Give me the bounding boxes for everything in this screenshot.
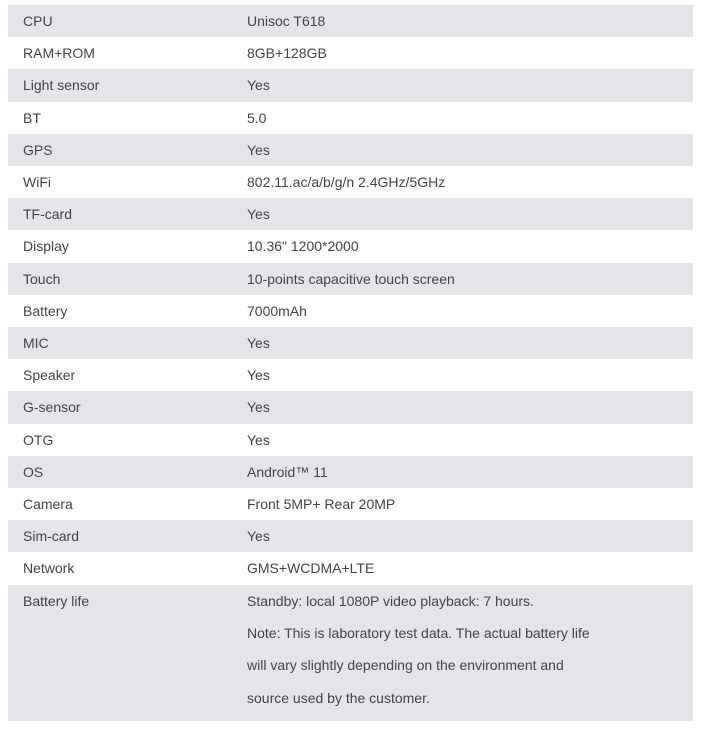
spec-row-tf-card	[8, 198, 693, 230]
spec-value: Yes	[247, 431, 270, 448]
spec-row-bt	[8, 102, 693, 134]
spec-row-display	[8, 230, 693, 262]
spec-value: Yes	[247, 141, 270, 158]
spec-row-ram-rom	[8, 37, 693, 69]
battery-life-line-1: Standby: local 1080P video playback: 7 hours.	[247, 592, 534, 609]
spec-row-battery	[8, 295, 693, 327]
spec-label: Sim-card	[23, 528, 80, 545]
spec-label: Battery	[23, 302, 68, 319]
spec-value: 8GB+128GB	[247, 45, 327, 62]
battery-life-label: Battery life	[23, 592, 90, 609]
spec-value-multiline	[247, 585, 693, 721]
spec-label: OS	[23, 463, 44, 480]
spec-value: 10-points capacitive touch screen	[247, 270, 455, 287]
spec-row-os	[8, 456, 693, 488]
spec-label: Display	[23, 238, 69, 255]
spec-value: Android™ 11	[247, 463, 328, 480]
spec-label: TF-card	[23, 206, 72, 223]
spec-label: OTG	[23, 431, 54, 448]
spec-value: Yes	[247, 206, 270, 223]
spec-row-wifi	[8, 166, 693, 198]
spec-label: RAM+ROM	[23, 45, 95, 62]
spec-value: Front 5MP+ Rear 20MP	[247, 496, 396, 513]
spec-table	[8, 5, 693, 721]
spec-label: Light sensor	[23, 77, 100, 94]
spec-value: 7000mAh	[247, 302, 307, 319]
spec-row-speaker	[8, 359, 693, 391]
spec-value: 10.36" 1200*2000	[247, 238, 359, 255]
battery-life-line-4: source used by the customer.	[247, 689, 430, 706]
spec-row-touch	[8, 263, 693, 295]
spec-row-camera	[8, 488, 693, 520]
spec-value: GMS+WCDMA+LTE	[247, 560, 375, 577]
spec-value: Yes	[247, 528, 270, 545]
spec-label: BT	[23, 109, 41, 126]
spec-value: 802.11.ac/a/b/g/n 2.4GHz/5GHz	[247, 174, 446, 191]
spec-label: CPU	[23, 13, 53, 29]
spec-label: MIC	[23, 335, 49, 352]
spec-label: WiFi	[23, 174, 51, 191]
spec-table-body	[8, 5, 693, 721]
spec-row-otg	[8, 424, 693, 456]
spec-label: Camera	[23, 496, 73, 513]
spec-row-network	[8, 552, 693, 584]
spec-value: Yes	[247, 399, 270, 416]
spec-row-gps	[8, 134, 693, 166]
spec-label: G-sensor	[23, 399, 81, 416]
spec-label	[8, 585, 247, 721]
spec-row-light-sensor	[8, 69, 693, 101]
battery-life-line-2: Note: This is laboratory test data. The actual battery life	[247, 624, 590, 641]
spec-row-mic	[8, 327, 693, 359]
spec-value: Unisoc T618	[247, 13, 326, 29]
spec-label: Network	[23, 560, 75, 577]
spec-row-battery-life	[8, 585, 693, 721]
spec-label: Speaker	[23, 367, 76, 384]
spec-row-cpu	[8, 5, 693, 37]
spec-label: Touch	[23, 270, 61, 287]
spec-label: GPS	[23, 141, 53, 158]
spec-value: Yes	[247, 77, 270, 94]
spec-value: 5.0	[247, 109, 267, 126]
battery-life-line-3: will vary slightly depending on the environment and	[247, 657, 564, 674]
spec-value: Yes	[247, 335, 270, 352]
spec-value: Yes	[247, 367, 270, 384]
spec-row-g-sensor	[8, 391, 693, 423]
spec-row-sim-card	[8, 520, 693, 552]
